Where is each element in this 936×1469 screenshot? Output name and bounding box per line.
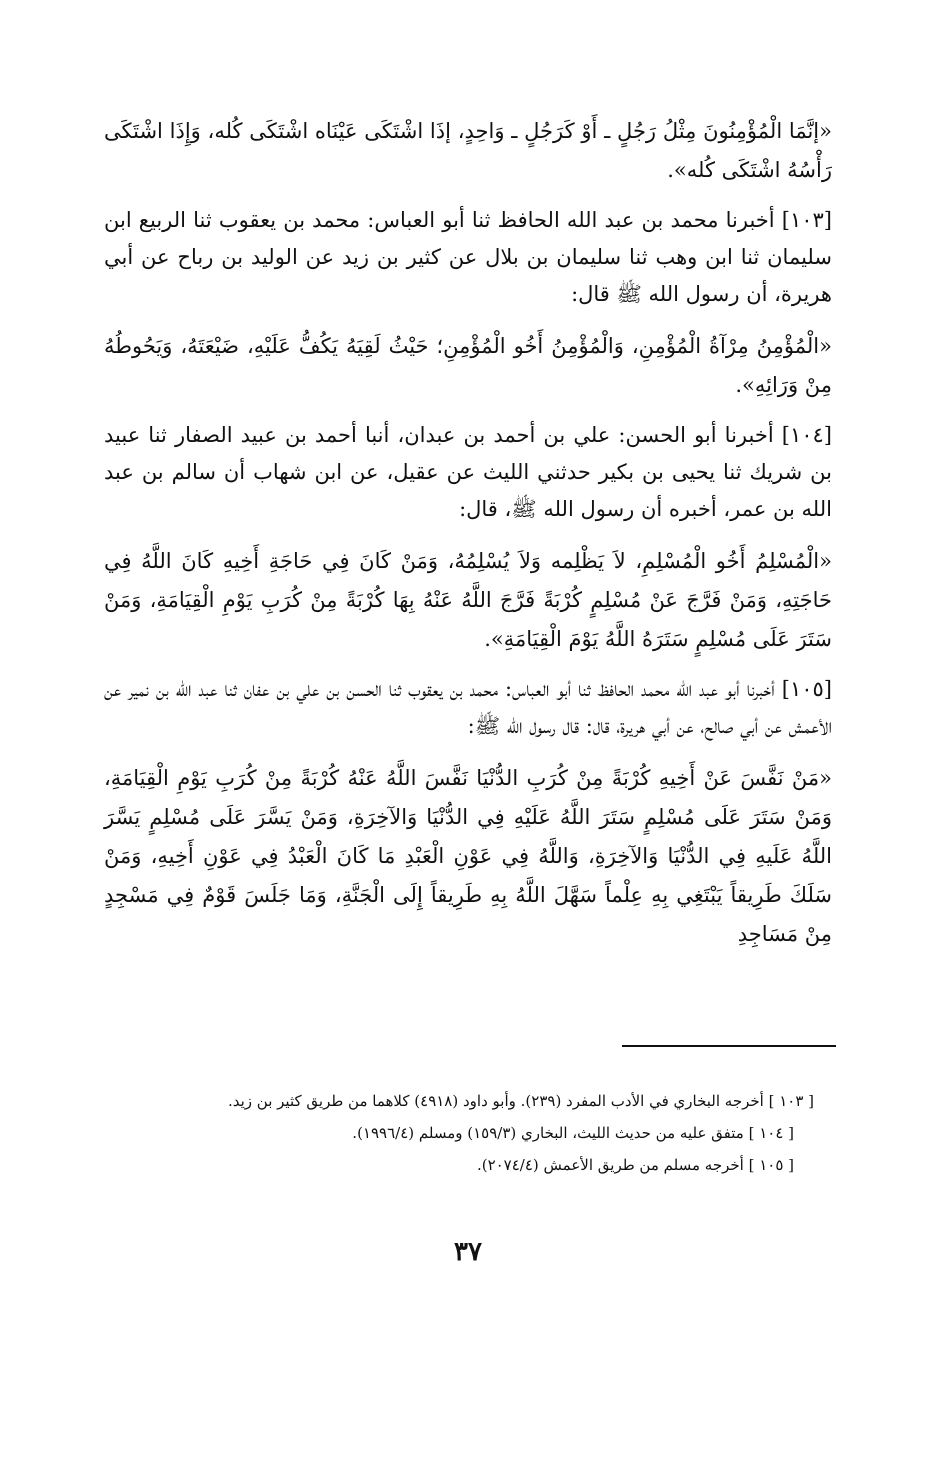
footnote-104: [ ١٠٤ ] متفق عليه من حديث الليث، البخاري (١٥٩/٣) ومسلم (١٩٩٦/٤). (352, 1124, 794, 1142)
page-number: ٣٧ (454, 1237, 482, 1267)
isnad-105: [١٠٥] أخبرنا أبو عبد الله محمد الحافظ ثنا أبو العباس: محمد بن يعقوب ثنا الحسن بن علي بن عفان ثنا عبد الله بن نمير عن الأعمش عن أبي صالح، عن أبي هريرة، قال: قال رسول الله ﷺ: (104, 677, 832, 738)
hadith-text: «مَنْ نَفَّسَ عَنْ أَخِيهِ كُرْبَةً مِنْ كُرَبِ الدُّنْيَا نَفَّسَ اللَّهُ عَنْهُ كُرْبَةً مِنْ كُرَبِ يَوْمِ الْقِيَامَةِ، وَمَنْ سَتَرَ عَلَى مُسْلِمٍ سَتَرَ اللَّهُ عَلَيْهِ فِي الدُّنْيَا وَالآخِرَةِ، وَمَنْ يَسَّرَ عَلَى مُسْلِمٍ يَسَّرَ اللَّهُ عَلَيهِ فِي الدُّنْيَا وَالآخِرَةِ، وَاللَّهُ فِي عَوْنِ الْعَبْدِ مَا كَانَ الْعَبْدُ فِي عَوْنِ أَخِيهِ، وَمَنْ سَلَكَ طَرِيقاً يَبْتَغِي بِهِ عِلْماً سَهَّلَ اللَّهُ بِهِ طَرِيقاً إِلَى الْجَنَّةِ، وَمَا جَلَسَ قَوْمٌ فِي مَسْجِدٍ مِنْ مَسَاجِدِ (104, 766, 832, 946)
isnad-104: [١٠٤] أخبرنا أبو الحسن: علي بن أحمد بن عبدان، أنبا أحمد بن عبيد الصفار ثنا عبيد بن شريك ثنا يحيى بن بكير حدثني الليث عن عقيل، عن ابن شهاب أن سالم بن عبد الله بن عمر، أخبره أن رسول الله ﷺ، قال: (104, 423, 832, 521)
footnote-105: [ ١٠٥ ] أخرجه مسلم من طريق الأعمش (٢٠٧٤/٤). (476, 1156, 794, 1174)
main-text (104, 112, 832, 966)
hadith-text: «إنَّمَا الْمُؤْمِنُونَ مِثْلُ رَجُلٍ ـ أَوْ كَرَجُلٍ ـ وَاحِدٍ، إذَا اشْتَكَى عَيْنَاه اشْتَكَى كُله، وَإِذَا اشْتَكَى رَأْسُهُ اشْتَكَى كُله». (104, 119, 832, 182)
footnote-separator (622, 1045, 836, 1047)
footnotes (94, 1088, 814, 1184)
hadith-text: «الْمُسْلِمُ أَخُو الْمُسْلِمِ، لاَ يَظْلِمه وَلاَ يُسْلِمُهُ، وَمَنْ كَانَ فِي حَاجَةِ أَخِيهِ كَانَ اللَّهُ فِي حَاجَتِهِ، وَمَنْ فَرَّجَ عَنْ مُسْلِمٍ كُرْبَةً فَرَّجَ اللَّهُ عَنْهُ بِهَا كُرْبَةً مِنْ كُرَبِ يَوْمِ الْقِيَامَةِ، وَمَنْ سَتَرَ عَلَى مُسْلِمٍ سَتَرَهُ اللَّهُ يَوْمَ الْقِيَامَةِ». (104, 549, 832, 651)
isnad-103: [١٠٣] أخبرنا محمد بن عبد الله الحافظ ثنا أبو العباس: محمد بن يعقوب ثنا الربيع ابن سليمان ثنا ابن وهب ثنا سليمان بن بلال عن كثير بن زيد عن الوليد بن رباح عن أبي هريرة، أن رسول الله ﷺ قال: (104, 208, 832, 306)
footnote-103: [ ١٠٣ ] أخرجه البخاري في الأدب المفرد (٢٣٩). وأبو داود (٤٩١٨) كلاهما من طريق كثير بن زيد. (227, 1092, 814, 1110)
hadith-text: «الْمُؤْمِنُ مِرْآةُ الْمُؤْمِنِ، وَالْمُؤْمِنُ أَخُو الْمُؤْمِنِ؛ حَيْثُ لَقِيَهُ يَكُفُّ عَلَيْهِ، ضَيْعَتَهُ، وَيَحُوطُهُ مِنْ وَرَائِهِ». (104, 334, 832, 397)
